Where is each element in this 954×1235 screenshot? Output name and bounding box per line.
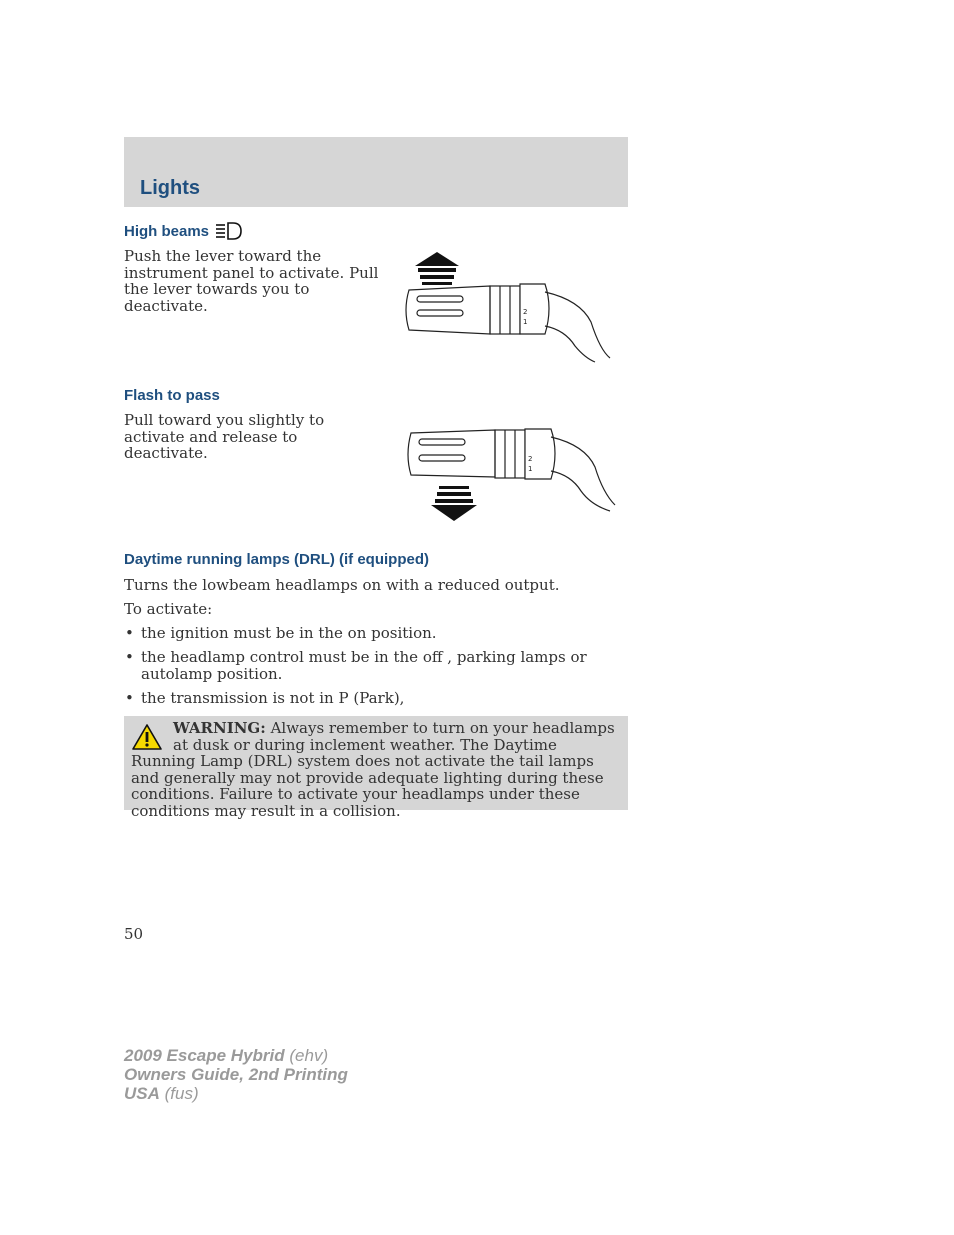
footer-market: USA (124, 1084, 160, 1103)
drl-conditions-list (124, 625, 619, 714)
lever-speed-label-2: 2 (528, 455, 533, 463)
footer-model: 2009 Escape Hybrid (124, 1046, 285, 1065)
page-number: 50 (124, 925, 144, 943)
list-item: • the headlamp control must be in the off , parking lamps or autolamp position. (125, 648, 587, 683)
push-arrow-icon (415, 252, 459, 285)
high-beams-text: Push the lever toward the instrument panel to activate. Pull the lever towards you to deactivate. (124, 247, 379, 315)
lever-speed-label-2: 2 (523, 308, 528, 316)
high-beam-lever-illustration (395, 250, 615, 368)
lever-speed-label-1: 1 (528, 465, 533, 473)
lever-speed-label-1: 1 (523, 318, 528, 326)
warning-label: WARNING: (173, 719, 266, 737)
flash-to-pass-lever-illustration (405, 425, 620, 525)
high-beams-heading (124, 221, 243, 241)
footer-guide: Owners Guide, 2nd Printing (124, 1065, 348, 1084)
warning-box (124, 716, 628, 820)
high-beam-icon (215, 221, 243, 241)
warning-text (131, 720, 621, 819)
list-item: • the transmission is not in P (Park), (125, 688, 405, 707)
list-item: • the ignition must be in the on position. (125, 624, 437, 642)
pull-arrow-icon (431, 486, 477, 521)
flash-to-pass-text: Pull toward you slightly to activate and release to deactivate. (124, 411, 325, 462)
drl-intro-text: Turns the lowbeam headlamps on with a reduced output. (124, 576, 560, 594)
flash-to-pass-heading: Flash to pass (124, 387, 220, 404)
drl-heading: Daytime running lamps (DRL) (if equipped) (124, 551, 430, 568)
document-footer (124, 1046, 348, 1103)
warning-body: Always remember to turn on your headlamps at dusk or during inclement weather. The Daytime Running Lamp (DRL) system does not activate the tail lamps and generally may not provide adequate lighting during these conditions. Failure to activate your headlamps under these conditions may result in a collision. (131, 719, 615, 820)
footer-model-code: (ehv) (289, 1046, 329, 1065)
page-title: Lights (140, 177, 200, 199)
section-header-band (124, 137, 628, 207)
footer-market-code: (fus) (164, 1084, 199, 1103)
drl-activate-text: To activate: (124, 600, 213, 618)
high-beams-heading-text: High beams (124, 222, 210, 240)
